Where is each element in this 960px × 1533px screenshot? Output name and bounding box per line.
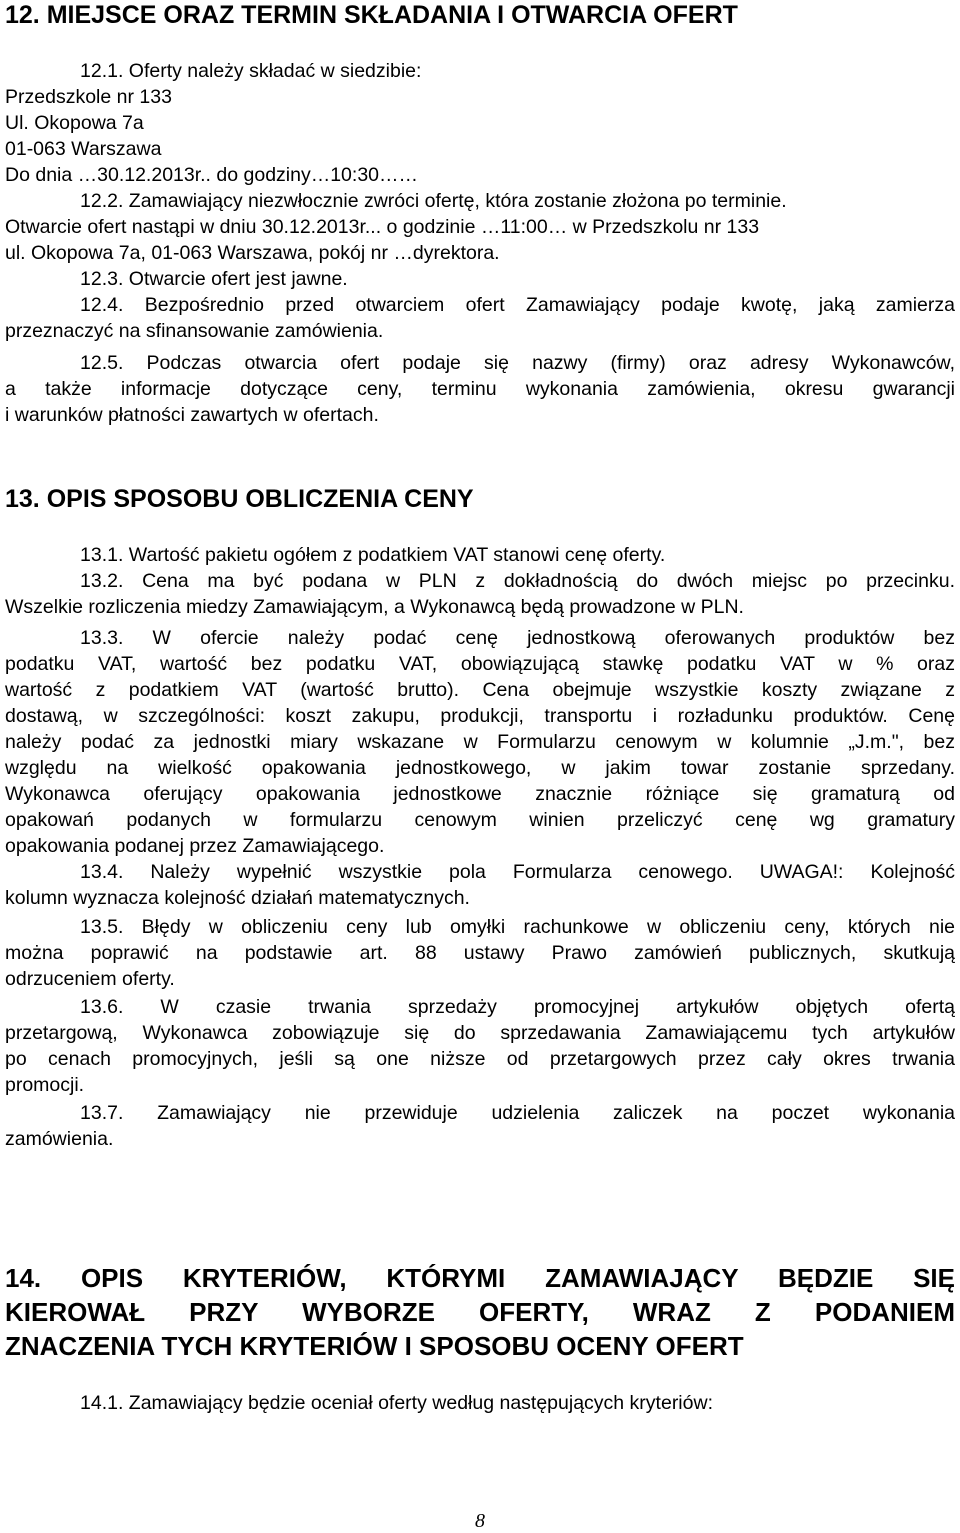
section-14-heading: KIEROWAŁ PRZY WYBORZE OFERTY, WRAZ Z PODANIEM	[5, 1297, 955, 1327]
address-line: Przedszkole nr 133	[5, 86, 172, 108]
para-13-5: 13.5. Błędy w obliczeniu ceny lub omyłki rachunkowe w obliczeniu ceny, których nie	[80, 916, 955, 938]
text-line: opakowań podanych w formularzu cenowym winien przeliczyć cenę wg gramatury	[5, 809, 955, 831]
para-13-4: 13.4. Należy wypełnić wszystkie pola Formularza cenowego. UWAGA!: Kolejność	[80, 861, 955, 883]
section-12-heading: 12. MIEJSCE ORAZ TERMIN SKŁADANIA I OTWARCIA OFERT	[5, 1, 738, 29]
text-line: promocji.	[5, 1074, 85, 1096]
text-line: podatku VAT, wartość bez podatku VAT, obowiązującą stawkę podatku VAT w % oraz	[5, 653, 955, 675]
section-14-heading: ZNACZENIA TYCH KRYTERIÓW I SPOSOBU OCENY OFERT	[5, 1331, 744, 1361]
text-line: dostawą, w szczególności: koszt zakupu, produkcji, transportu i rozładunku produktów. Cenę	[5, 705, 955, 727]
para-13-7: 13.7. Zamawiający nie przewiduje udzielenia zaliczek na poczet wykonania	[80, 1102, 955, 1124]
section-13-heading: 13. OPIS SPOSOBU OBLICZENIA CENY	[5, 485, 474, 513]
section-14-heading: 14. OPIS KRYTERIÓW, KTÓRYMI ZAMAWIAJĄCY BĘDZIE SIĘ	[5, 1263, 955, 1293]
text-line: kolumn wyznacza kolejność działań matematycznych.	[5, 887, 470, 909]
text-line: opakowania podanej przez Zamawiającego.	[5, 835, 385, 857]
para-12-1: 12.1. Oferty należy składać w siedzibie:	[80, 60, 422, 82]
para-12-3: 12.3. Otwarcie ofert jest jawne.	[80, 268, 348, 290]
para-13-1: 13.1. Wartość pakietu ogółem z podatkiem VAT stanowi cenę oferty.	[80, 544, 666, 566]
para-12-4: 12.4. Bezpośrednio przed otwarciem ofert Zamawiający podaje kwotę, jaką zamierza	[80, 294, 955, 316]
text-line: Wykonawca oferujący opakowania jednostkowe znacznie różniące się gramaturą od	[5, 783, 955, 805]
para-12-5: 12.5. Podczas otwarcia ofert podaje się nazwy (firmy) oraz adresy Wykonawców,	[80, 352, 955, 374]
deadline-line: Do dnia …30.12.2013r.. do godziny…10:30……	[5, 164, 419, 186]
text-line: a także informacje dotyczące ceny, terminu wykonania zamówienia, okresu gwarancji	[5, 378, 955, 400]
para-14-1: 14.1. Zamawiający będzie oceniał oferty według następujących kryteriów:	[80, 1392, 713, 1414]
text-line: po cenach promocyjnych, jeśli są one niższe od przetargowych przez cały okres trwania	[5, 1048, 955, 1070]
text-line: i warunków płatności zawartych w ofertach.	[5, 404, 379, 426]
text-line: można poprawić na podstawie art. 88 ustawy Prawo zamówień publicznych, skutkują	[5, 942, 955, 964]
text-line: zamówienia.	[5, 1128, 114, 1150]
text-line: Wszelkie rozliczenia miedzy Zamawiającym, a Wykonawcą będą prowadzone w PLN.	[5, 596, 744, 618]
page-number: 8	[475, 1510, 485, 1532]
text-line: Otwarcie ofert nastąpi w dniu 30.12.2013r... o godzinie …11:00… w Przedszkolu nr 133	[5, 216, 760, 238]
text-line: przeznaczyć na sfinansowanie zamówienia.	[5, 320, 384, 342]
para-13-3: 13.3. W ofercie należy podać cenę jednostkową oferowanych produktów bez	[80, 627, 955, 649]
para-13-2: 13.2. Cena ma być podana w PLN z dokładnością do dwóch miejsc po przecinku.	[80, 570, 955, 592]
text-line: należy podać za jednostki miary wskazane w Formularzu cenowym w kolumnie „J.m.", bez	[5, 731, 955, 753]
text-line: względu na wielkość opakowania jednostkowego, w jakim towar zostanie sprzedany.	[5, 757, 955, 779]
para-13-6: 13.6. W czasie trwania sprzedaży promocyjnej artykułów objętych ofertą	[80, 996, 955, 1018]
text-line: przetargową, Wykonawca zobowiązuje się do sprzedawania Zamawiającemu tych artykułów	[5, 1022, 955, 1044]
address-line: Ul. Okopowa 7a	[5, 112, 144, 134]
text-line: wartość z podatkiem VAT (wartość brutto). Cena obejmuje wszystkie koszty związane z	[5, 679, 955, 701]
text-line: ul. Okopowa 7a, 01-063 Warszawa, pokój nr …dyrektora.	[5, 242, 500, 264]
para-12-2: 12.2. Zamawiający niezwłocznie zwróci ofertę, która zostanie złożona po terminie.	[80, 190, 787, 212]
address-line: 01-063 Warszawa	[5, 138, 162, 160]
text-line: odrzuceniem oferty.	[5, 968, 175, 990]
